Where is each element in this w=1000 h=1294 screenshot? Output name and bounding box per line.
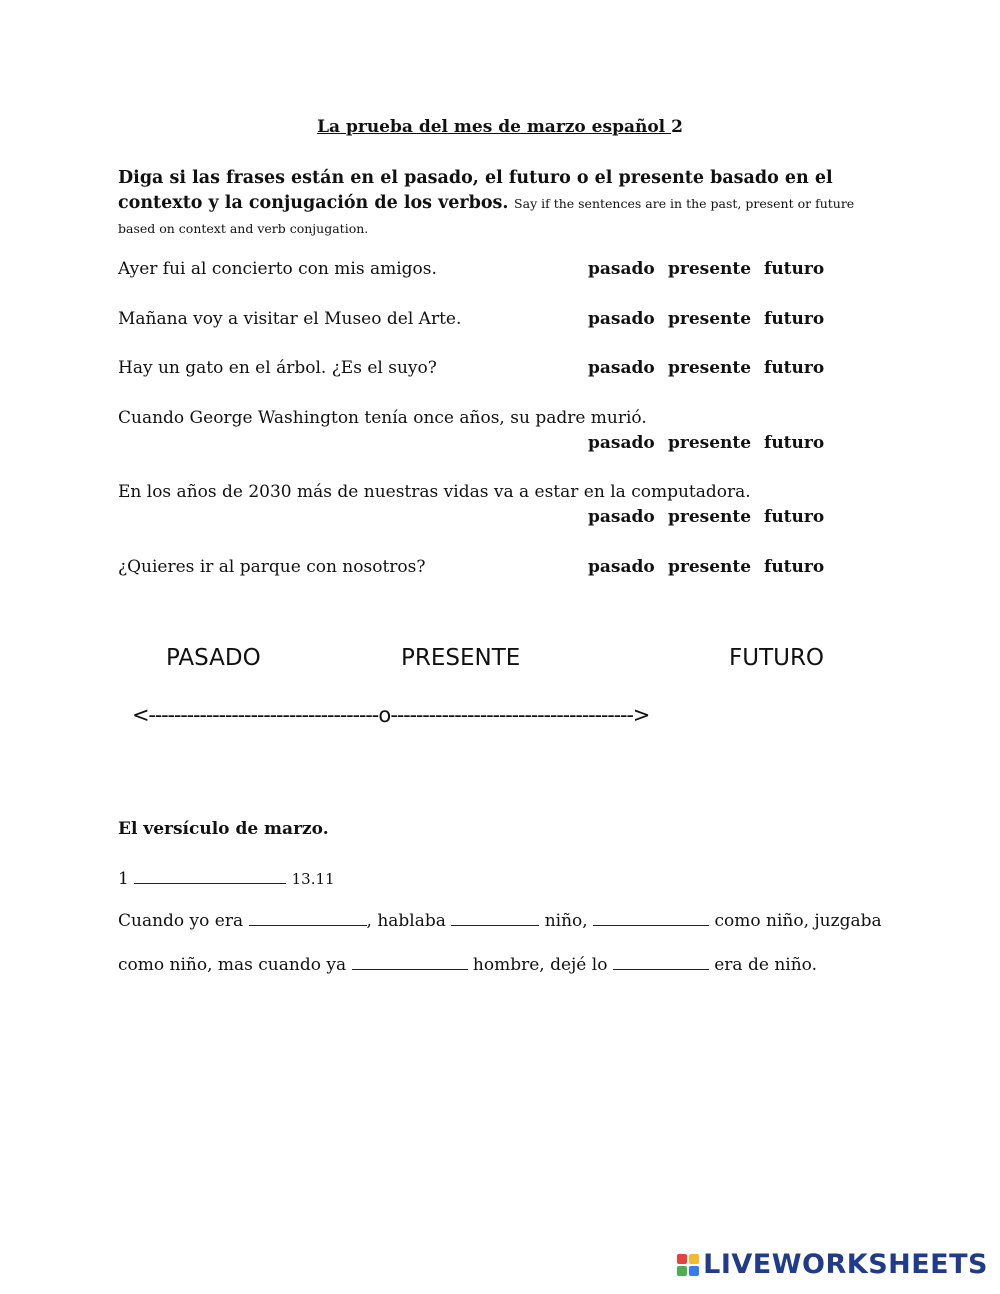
option-futuro[interactable]: futuro [764,507,825,527]
logo-tiles-icon [677,1254,699,1276]
verse-line-1: Cuando yo era , hablaba niño, como niño, juzgaba [118,911,882,931]
option-presente[interactable]: presente [668,433,752,453]
instructions-english: Say if the sentences are in the past, present or future based on context and verb conjugation. [118,196,855,236]
timeline-label-past: PASADO [166,645,261,671]
blank-1[interactable] [249,911,367,926]
option-pasado[interactable]: pasado [588,557,655,577]
option-pasado[interactable]: pasado [588,507,655,527]
blank-2[interactable] [451,911,539,926]
blank-5[interactable] [613,955,709,970]
option-pasado[interactable]: pasado [588,309,655,329]
verse-reference: 1 13.11 [118,869,335,889]
option-presente[interactable]: presente [668,358,752,378]
option-presente[interactable]: presente [668,259,752,279]
instructions-spanish: Diga si las frases están en el pasado, el futuro o el presente basado en el contexto y la conjugación de los verbos. [118,168,833,213]
question-3: Hay un gato en el árbol. ¿Es el suyo? [118,358,437,378]
option-pasado[interactable]: pasado [588,259,655,279]
option-pasado[interactable]: pasado [588,358,655,378]
option-futuro[interactable]: futuro [764,433,825,453]
instructions [118,166,858,241]
verse-heading: El versículo de marzo. [118,819,329,839]
logo-text: LIVEWORKSHEETS [703,1249,988,1280]
question-5: En los años de 2030 más de nuestras vidas va a estar en la computadora. [118,482,751,502]
question-4: Cuando George Washington tenía once años, su padre murió. [118,408,647,428]
option-pasado[interactable]: pasado [588,433,655,453]
timeline-label-future: FUTURO [729,645,825,671]
timeline-arrow: <------------------------------------o--------------------------------------> [132,703,650,727]
option-futuro[interactable]: futuro [764,358,825,378]
question-6: ¿Quieres ir al parque con nosotros? [118,557,426,577]
option-futuro[interactable]: futuro [764,309,825,329]
question-2: Mañana voy a visitar el Museo del Arte. [118,309,462,329]
blank-book[interactable] [134,869,286,884]
question-1: Ayer fui al concierto con mis amigos. [118,259,437,279]
option-futuro[interactable]: futuro [764,259,825,279]
option-presente[interactable]: presente [668,507,752,527]
blank-4[interactable] [352,955,468,970]
option-futuro[interactable]: futuro [764,557,825,577]
timeline-label-present: PRESENTE [401,645,521,671]
liveworksheets-logo [677,1249,988,1280]
blank-3[interactable] [593,911,709,926]
option-presente[interactable]: presente [668,309,752,329]
option-presente[interactable]: presente [668,557,752,577]
page-title: La prueba del mes de marzo español 2 [317,117,683,137]
verse-line-2: como niño, mas cuando ya hombre, dejé lo era de niño. [118,955,817,975]
